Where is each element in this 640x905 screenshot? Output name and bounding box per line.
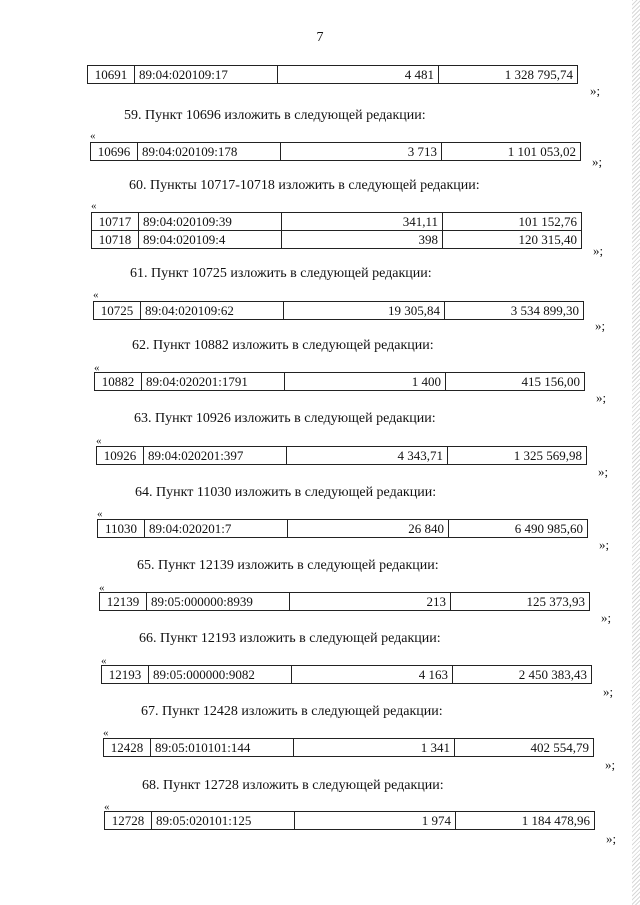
opening-quote: « (94, 362, 100, 374)
opening-quote: « (93, 289, 99, 301)
amendment-heading: 66. Пункт 12193 изложить в следующей редакции: (139, 631, 441, 646)
cost-value: 125 373,93 (451, 593, 590, 611)
cadastral-number: 89:05:000000:8939 (147, 593, 290, 611)
cost-value: 2 450 383,43 (453, 666, 592, 684)
scan-edge-texture (632, 0, 640, 905)
cost-value: 1 101 053,02 (442, 143, 581, 161)
record-number: 10696 (91, 143, 138, 161)
opening-quote: « (96, 435, 102, 447)
closing-quote: »; (596, 390, 607, 405)
table-row (88, 66, 578, 84)
opening-quote: « (104, 801, 110, 813)
record-number: 11030 (98, 520, 145, 538)
record-table (104, 811, 595, 830)
table-row (100, 593, 590, 611)
closing-quote: »; (605, 757, 616, 772)
cost-value: 6 490 985,60 (449, 520, 588, 538)
record-number: 10882 (95, 373, 142, 391)
record-number: 10691 (88, 66, 135, 84)
cadastral-number: 89:04:020201:1791 (142, 373, 285, 391)
page-number: 7 (316, 30, 324, 45)
opening-quote: « (91, 200, 97, 212)
table-row (92, 231, 582, 249)
record-table (93, 301, 584, 320)
record-table (103, 738, 594, 757)
cost-value: 415 156,00 (446, 373, 585, 391)
record-number: 10718 (92, 231, 139, 249)
cadastral-number: 89:05:000000:9082 (149, 666, 292, 684)
closing-quote: »; (603, 684, 614, 699)
table-row (98, 520, 588, 538)
opening-quote: « (97, 508, 103, 520)
record-number: 12428 (104, 739, 151, 757)
closing-quote: »; (601, 610, 612, 625)
cadastral-number: 89:05:020101:125 (152, 812, 295, 830)
record-table (87, 65, 578, 84)
record-number: 10926 (97, 447, 144, 465)
closing-quote: »; (606, 831, 617, 846)
amendment-heading: 59. Пункт 10696 изложить в следующей редакции: (124, 108, 426, 123)
opening-quote: « (99, 582, 105, 594)
closing-quote: »; (599, 537, 610, 552)
cost-value: 1 325 569,98 (448, 447, 587, 465)
opening-quote: « (101, 655, 107, 667)
record-table (99, 592, 590, 611)
amendment-heading: 67. Пункт 12428 изложить в следующей редакции: (141, 704, 443, 719)
record-number: 12139 (100, 593, 147, 611)
cadastral-number: 89:04:020109:178 (138, 143, 281, 161)
amendment-heading: 63. Пункт 10926 изложить в следующей редакции: (134, 411, 436, 426)
area-value: 26 840 (288, 520, 449, 538)
cadastral-number: 89:04:020109:39 (139, 213, 282, 231)
area-value: 4 163 (292, 666, 453, 684)
table-row (104, 739, 594, 757)
cost-value: 3 534 899,30 (445, 302, 584, 320)
record-number: 12193 (102, 666, 149, 684)
area-value: 1 341 (294, 739, 455, 757)
closing-quote: »; (595, 318, 606, 333)
cadastral-number: 89:04:020109:62 (141, 302, 284, 320)
record-table (96, 446, 587, 465)
record-number: 10717 (92, 213, 139, 231)
table-row (95, 373, 585, 391)
area-value: 341,11 (282, 213, 443, 231)
amendment-heading: 64. Пункт 11030 изложить в следующей редакции: (135, 485, 437, 500)
record-table (94, 372, 585, 391)
closing-quote: »; (598, 464, 609, 479)
opening-quote: « (90, 130, 96, 142)
cadastral-number: 89:04:020201:397 (144, 447, 287, 465)
cadastral-number: 89:04:020201:7 (145, 520, 288, 538)
amendment-heading: 68. Пункт 12728 изложить в следующей редакции: (142, 778, 444, 793)
area-value: 398 (282, 231, 443, 249)
area-value: 4 343,71 (287, 447, 448, 465)
amendment-heading: 60. Пункты 10717-10718 изложить в следующей редакции: (129, 178, 480, 193)
table-row (92, 213, 582, 231)
table-row (97, 447, 587, 465)
cost-value: 402 554,79 (455, 739, 594, 757)
record-table (91, 212, 582, 249)
opening-quote: « (103, 727, 109, 739)
area-value: 213 (290, 593, 451, 611)
table-row (105, 812, 595, 830)
amendment-heading: 62. Пункт 10882 изложить в следующей редакции: (132, 338, 434, 353)
cadastral-number: 89:05:010101:144 (151, 739, 294, 757)
table-row (94, 302, 584, 320)
area-value: 1 974 (295, 812, 456, 830)
area-value: 3 713 (281, 143, 442, 161)
area-value: 4 481 (278, 66, 439, 84)
closing-quote: »; (590, 83, 601, 98)
record-number: 12728 (105, 812, 152, 830)
cost-value: 101 152,76 (443, 213, 582, 231)
record-number: 10725 (94, 302, 141, 320)
record-table (90, 142, 581, 161)
closing-quote: »; (593, 243, 604, 258)
area-value: 19 305,84 (284, 302, 445, 320)
cost-value: 1 328 795,74 (439, 66, 578, 84)
record-table (101, 665, 592, 684)
record-table (97, 519, 588, 538)
cadastral-number: 89:04:020109:17 (135, 66, 278, 84)
amendment-heading: 61. Пункт 10725 изложить в следующей редакции: (130, 266, 432, 281)
cost-value: 120 315,40 (443, 231, 582, 249)
area-value: 1 400 (285, 373, 446, 391)
cost-value: 1 184 478,96 (456, 812, 595, 830)
closing-quote: »; (592, 154, 603, 169)
table-row (102, 666, 592, 684)
amendment-heading: 65. Пункт 12139 изложить в следующей редакции: (137, 558, 439, 573)
cadastral-number: 89:04:020109:4 (139, 231, 282, 249)
table-row (91, 143, 581, 161)
